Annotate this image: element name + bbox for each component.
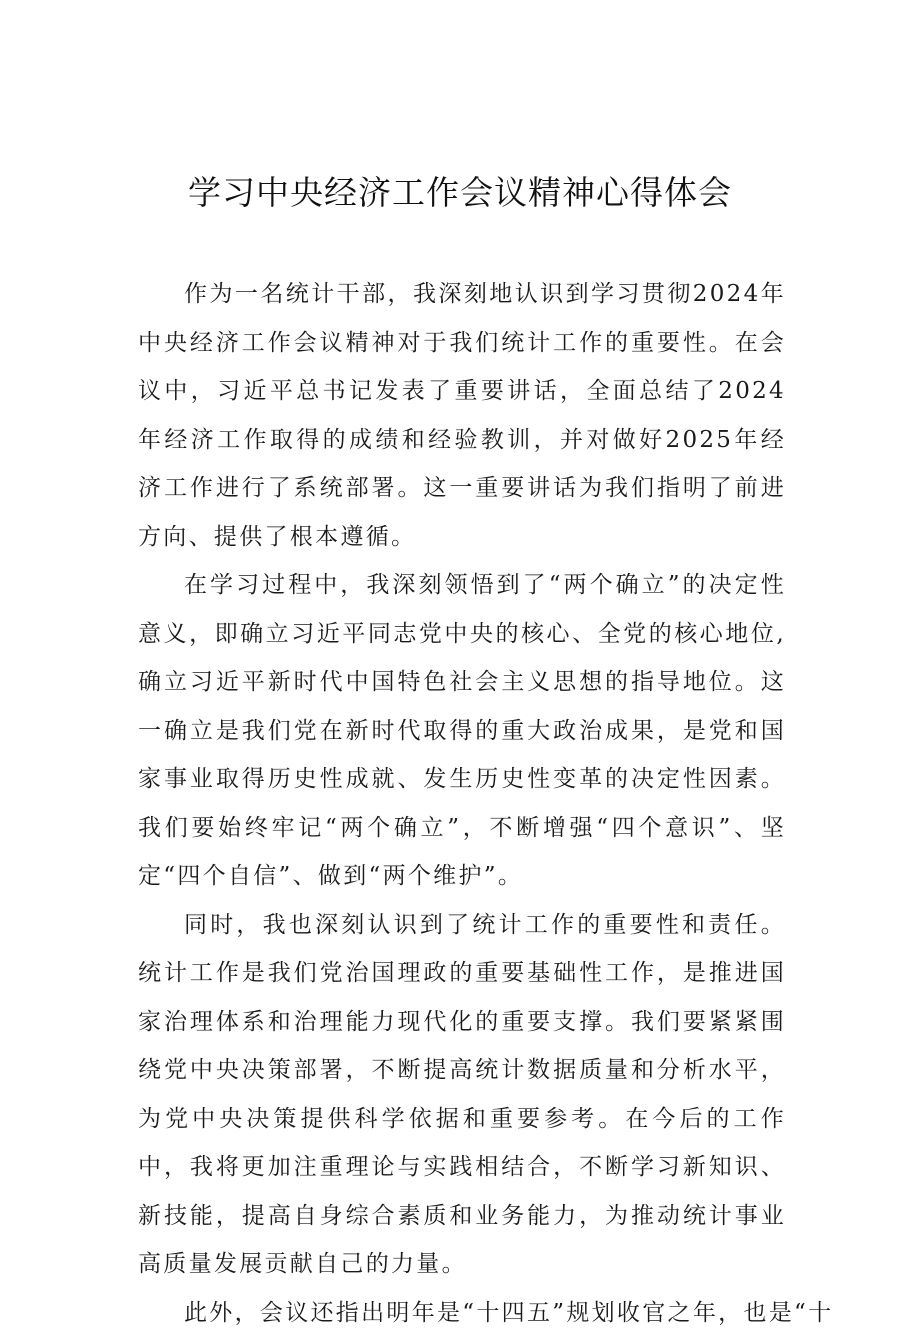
paragraph-4: 此外，会议还指出明年是“十四五”规划收官之年，也是“十	[138, 1289, 786, 1337]
paragraph-3: 同时，我也深刻认识到了统计工作的重要性和责任。统计工作是我们党治国理政的重要基础性工作，是推进国家治理体系和治理能力现代化的重要支撑。我们要紧紧围绕党中央决策部署，不断提高统计数据质量和分析水平，为党中央决策提供科学依据和重要参考。在今后的工作中，我将更加注重理论与实践相结合，不断学习新知识、新技能，提高自身综合素质和业务能力，为推动统计事业高质量发展贡献自己的力量。	[138, 901, 786, 1289]
document-title: 学习中央经济工作会议精神心得体会	[0, 168, 920, 218]
document-body	[138, 270, 786, 1337]
paragraph-1: 作为一名统计干部，我深刻地认识到学习贯彻2024年中央经济工作会议精神对于我们统计工作的重要性。在会议中，习近平总书记发表了重要讲话，全面总结了2024年经济工作取得的成绩和经验教训，并对做好2025年经济工作进行了系统部署。这一重要讲话为我们指明了前进方向、提供了根本遵循。	[138, 270, 786, 561]
paragraph-2: 在学习过程中，我深刻领悟到了“两个确立”的决定性意义，即确立习近平同志党中央的核心、全党的核心地位,确立习近平新时代中国特色社会主义思想的指导地位。这一确立是我们党在新时代取得的重大政治成果，是党和国家事业取得历史性成就、发生历史性变革的决定性因素。我们要始终牢记“两个确立”，不断增强“四个意识”、坚定“四个自信”、做到“两个维护”。	[138, 561, 786, 901]
